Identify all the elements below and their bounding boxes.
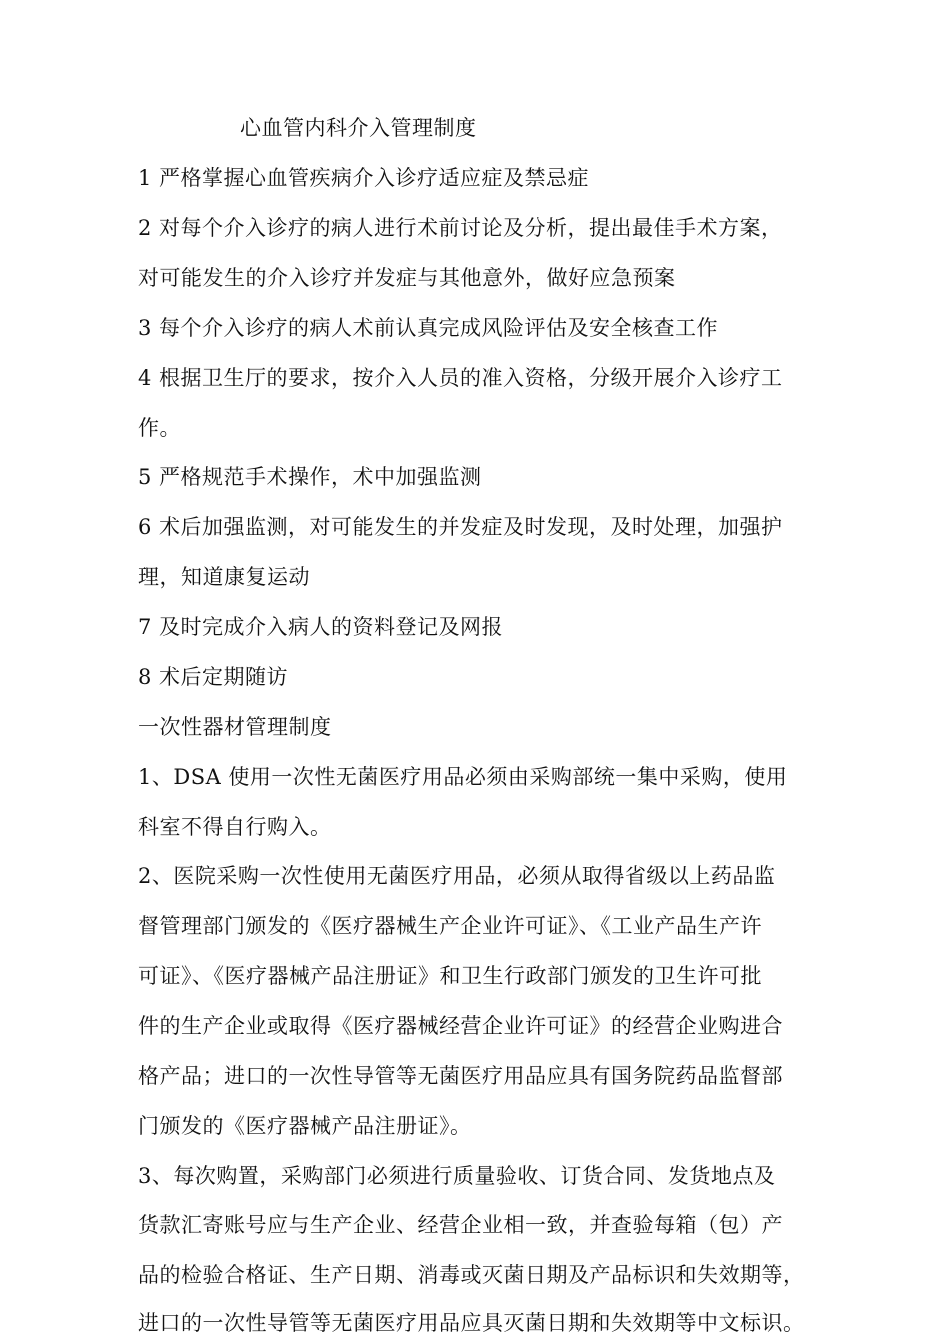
paragraph-line: 品的检验合格证、生产日期、消毒或灭菌日期及产品标识和失效期等， (138, 1263, 805, 1287)
paragraph-line: 4 根据卫生厅的要求，按介入人员的准入资格，分级开展介入诊疗工 (138, 366, 783, 390)
paragraph-line: 理，知道康复运动 (138, 565, 310, 589)
paragraph-line: 货款汇寄账号应与生产企业、经营企业相一致，并查验每箱（包）产 (138, 1213, 783, 1237)
paragraph-line: 督管理部门颁发的《医疗器械生产企业许可证》、《工业产品生产许 (138, 914, 762, 938)
paragraph-line: 科室不得自行购入。 (138, 815, 332, 839)
paragraph-line: 7 及时完成介入病人的资料登记及网报 (138, 615, 504, 639)
paragraph-line: 3 每个介入诊疗的病人术前认真完成风险评估及安全核查工作 (138, 316, 719, 340)
paragraph-line: 3、每次购置，采购部门必须进行质量验收、订货合同、发货地点及 (138, 1164, 776, 1188)
paragraph-line: 8 术后定期随访 (138, 665, 289, 689)
paragraph-line: 对可能发生的介入诊疗并发症与其他意外，做好应急预案 (138, 266, 676, 290)
section-heading: 一次性器材管理制度 (138, 715, 332, 739)
paragraph-line: 2、医院采购一次性使用无菌医疗用品，必须从取得省级以上药品监 (138, 864, 776, 888)
paragraph-line: 门颁发的《医疗器械产品注册证》。 (138, 1114, 472, 1138)
paragraph-line: 可证》、《医疗器械产品注册证》和卫生行政部门颁发的卫生许可批 (138, 964, 762, 988)
document-title: 心血管内科介入管理制度 (240, 116, 477, 140)
paragraph-line: 1 严格掌握心血管疾病介入诊疗适应症及禁忌症 (138, 166, 590, 190)
paragraph-line: 件的生产企业或取得《医疗器械经营企业许可证》的经营企业购进合 (138, 1014, 783, 1038)
paragraph-line: 2 对每个介入诊疗的病人进行术前讨论及分析，提出最佳手术方案， (138, 216, 783, 240)
paragraph-line: 作。 (138, 416, 181, 440)
paragraph-line: 进口的一次性导管等无菌医疗用品应具灭菌日期和失效期等中文标识。 (138, 1311, 805, 1335)
paragraph-line: 1、DSA 使用一次性无菌医疗用品必须由采购部统一集中采购，使用 (138, 765, 788, 789)
paragraph-line: 6 术后加强监测，对可能发生的并发症及时发现，及时处理，加强护 (138, 515, 783, 539)
paragraph-line: 5 严格规范手术操作，术中加强监测 (138, 465, 482, 489)
paragraph-line: 格产品；进口的一次性导管等无菌医疗用品应具有国务院药品监督部 (138, 1064, 783, 1088)
